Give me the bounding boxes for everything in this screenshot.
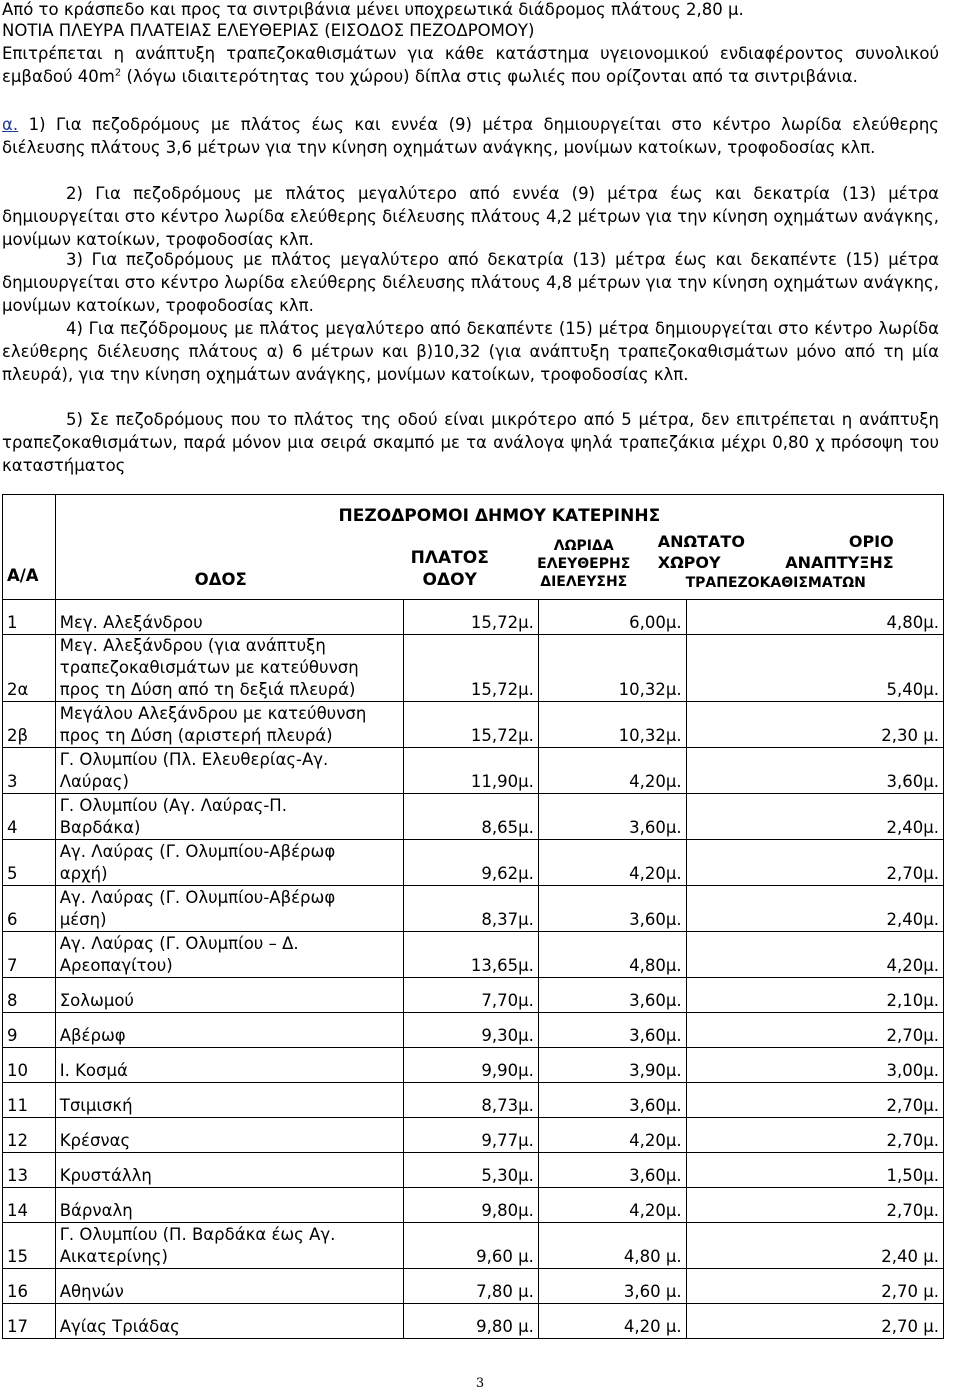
cell-width: 15,72μ. (403, 635, 538, 702)
cell-max: 2,40 μ. (686, 1223, 943, 1269)
road-line: τραπεζοκαθισμάτων με κατεύθυνση (59, 658, 359, 677)
cell-max: 5,40μ. (686, 635, 943, 702)
cell-aa: 14 (3, 1188, 56, 1223)
paragraph-rule-4: 4) Για πεζόδρομους με πλάτος μεγαλύτερο από δεκαπέντε (15) μέτρα δημιουργείται στο κέντρο λωρίδα ελεύθερης διέλευσης πλάτους α) 6 μέτρων και β)10,32 (για ανάπτυξη τραπεζοκαθισμάτων μόνο από τη μία πλευρά), για την κίνηση οχημάτων ανάγκης, μονίμων κατοίκων, τροφοδοσίας κλπ. (2, 319, 939, 385)
table-body (3, 600, 944, 1339)
cell-width: 8,73μ. (403, 1083, 538, 1118)
road-line: Βαρδάκα) (59, 818, 141, 837)
cell-road (55, 600, 403, 635)
road-line: Αγ. Λαύρας (Γ. Ολυμπίου-Αβέρωφ (59, 888, 336, 907)
cell-width: 13,65μ. (403, 932, 538, 978)
road-line: Γ. Ολυμπίου (Πλ. Ελευθερίας-Αγ. (59, 750, 329, 769)
table-row (3, 1118, 944, 1153)
cell-aa: 2α (3, 635, 56, 702)
cell-width: 9,80μ. (403, 1188, 538, 1223)
header-line: ΕΛΕΥΘΕΡΗΣ (537, 556, 631, 572)
cell-lane: 4,20μ. (538, 840, 686, 886)
cell-width: 9,90μ. (403, 1048, 538, 1083)
header-word: ΟΡΙΟ (848, 532, 894, 551)
road-line: Λαύρας) (59, 772, 129, 791)
cell-max: 2,70 μ. (686, 1304, 943, 1339)
page-number: 3 (475, 1376, 485, 1391)
table-header-group (55, 495, 943, 600)
road-line: Αρεοπαγίτου) (59, 956, 173, 975)
column-header-road: ΟΔΟΣ (194, 570, 247, 589)
paragraph-rule-2: 2) Για πεζοδρόμους με πλάτος μεγαλύτερο από εννέα (9) μέτρα έως και δεκατρία (13) μέτρα δημιουργείται στο κέντρο λωρίδα ελεύθερης διέλευσης πλάτους 4,2 μέτρων για την κίνηση οχημάτων ανάγκης, μονίμων κατοίκων, τροφοδοσίας κλπ. (2, 184, 939, 250)
header-line: ΛΩΡΙΔΑ (553, 538, 614, 554)
table-row (3, 702, 944, 748)
cell-road (55, 1269, 403, 1304)
table-row (3, 1083, 944, 1118)
cell-width: 9,80 μ. (403, 1304, 538, 1339)
table-title: ΠΕΖΟΔΡΟΜΟΙ ΔΗΜΟΥ ΚΑΤΕΡΙΝΗΣ (338, 506, 661, 526)
cell-aa: 2β (3, 702, 56, 748)
cell-width: 15,72μ. (403, 600, 538, 635)
paragraph-rule-1 (2, 113, 939, 159)
table-row (3, 794, 944, 840)
road-line: Αβέρωφ (59, 1026, 126, 1045)
superscript: 2 (114, 67, 122, 79)
table-row (3, 1048, 944, 1083)
road-line: μέση) (59, 910, 107, 929)
cell-aa: 15 (3, 1223, 56, 1269)
table-row (3, 1223, 944, 1269)
cell-lane: 4,20μ. (538, 748, 686, 794)
cell-lane: 3,60μ. (538, 1013, 686, 1048)
cell-aa: 13 (3, 1153, 56, 1188)
cell-width: 8,65μ. (403, 794, 538, 840)
table-header-row (3, 495, 944, 600)
header-line (658, 531, 894, 552)
cell-aa: 11 (3, 1083, 56, 1118)
road-line: Αγίας Τριάδας (59, 1317, 180, 1336)
cell-lane: 3,60μ. (538, 886, 686, 932)
column-header-aa: Α/Α (3, 495, 56, 600)
table-row (3, 932, 944, 978)
road-line: Βάρναλη (59, 1201, 133, 1220)
header-line (658, 552, 894, 573)
cell-lane: 3,60μ. (538, 794, 686, 840)
cell-aa: 12 (3, 1118, 56, 1153)
cell-road (55, 794, 403, 840)
cell-width: 9,30μ. (403, 1013, 538, 1048)
header-line: ΔΙΕΛΕΥΣΗΣ (540, 574, 628, 590)
cell-road (55, 1188, 403, 1223)
pedestrian-streets-table (2, 494, 944, 1339)
road-line: Κρέσνας (59, 1131, 131, 1150)
road-line: Αγ. Λαύρας (Γ. Ολυμπίου – Δ. (59, 934, 299, 953)
road-line: προς τη Δύση από τη δεξιά πλευρά) (59, 680, 356, 699)
cell-max: 2,40μ. (686, 886, 943, 932)
road-line: Γ. Ολυμπίου (Π. Βαρδάκα έως Αγ. (59, 1225, 336, 1244)
cell-lane: 4,80μ. (538, 932, 686, 978)
road-line: Κρυστάλλη (59, 1166, 152, 1185)
table-row (3, 978, 944, 1013)
intro-line: Από το κράσπεδο και προς τα σιντριβάνια μένει υποχρεωτικά διάδρομος πλάτους 2,80 μ. (2, 0, 744, 19)
table-row (3, 886, 944, 932)
column-header-max (654, 531, 898, 602)
road-line: Αικατερίνης) (59, 1247, 168, 1266)
table-row (3, 1153, 944, 1188)
cell-max: 3,00μ. (686, 1048, 943, 1083)
header-word: ΑΝΑΠΤΥΞΗΣ (785, 553, 894, 572)
cell-road (55, 1013, 403, 1048)
paragraph-rule-3: 3) Για πεζοδρόμους με πλάτος μεγαλύτερο από δεκατρία (13) μέτρα έως και δεκαπέντε (15) μέτρα δημιουργείται στο κέντρο λωρίδα ελεύθερης διέλευσης πλάτους 4,8 μέτρων για την κίνηση οχημάτων ανάγκης, μονίμων κατοίκων, τροφοδοσίας κλπ. (2, 250, 939, 316)
cell-lane: 3,90μ. (538, 1048, 686, 1083)
cell-width: 5,30μ. (403, 1153, 538, 1188)
cell-max: 1,50μ. (686, 1153, 943, 1188)
paragraph-text: (λόγω ιδιαιτερότητας του χώρου) δίπλα στις φωλιές που ορίζονται από τα σιντριβάνια. (121, 67, 858, 87)
cell-width: 9,62μ. (403, 840, 538, 886)
paragraph-south-side (2, 42, 939, 88)
table-row (3, 1188, 944, 1223)
cell-lane: 3,60μ. (538, 978, 686, 1013)
cell-road (55, 978, 403, 1013)
cell-road (55, 748, 403, 794)
cell-lane: 3,60μ. (538, 1083, 686, 1118)
cell-max: 3,60μ. (686, 748, 943, 794)
cell-width: 8,37μ. (403, 886, 538, 932)
header-line: ΟΔΟΥ (422, 570, 477, 590)
cell-max: 2,70 μ. (686, 1269, 943, 1304)
table-row (3, 1269, 944, 1304)
road-line: Μεγ. Αλεξάνδρου (για ανάπτυξη (59, 636, 326, 655)
header-word: ΑΝΩΤΑΤΟ (657, 532, 745, 551)
cell-aa: 8 (3, 978, 56, 1013)
cell-road (55, 840, 403, 886)
road-line: Τσιμισκή (59, 1096, 133, 1115)
cell-aa: 3 (3, 748, 56, 794)
cell-road (55, 1223, 403, 1269)
cell-road (55, 1118, 403, 1153)
road-line: Σολωμού (59, 991, 134, 1010)
cell-road (55, 635, 403, 702)
cell-road (55, 932, 403, 978)
cell-width: 9,60 μ. (403, 1223, 538, 1269)
cell-width: 7,80 μ. (403, 1269, 538, 1304)
cell-lane: 10,32μ. (538, 702, 686, 748)
cell-road (55, 1083, 403, 1118)
cell-aa: 16 (3, 1269, 56, 1304)
cell-lane: 6,00μ. (538, 600, 686, 635)
cell-width: 11,90μ. (403, 748, 538, 794)
cell-lane: 4,20μ. (538, 1118, 686, 1153)
table-row (3, 840, 944, 886)
cell-lane: 4,20 μ. (538, 1304, 686, 1339)
road-line: Γ. Ολυμπίου (Αγ. Λαύρας-Π. (59, 796, 287, 815)
paragraph-text: Επιτρέπεται η ανάπτυξη τραπεζοκαθισμάτων για κάθε κατάστημα υγειονομικού ενδιαφέροντος συνολικού εμβαδού 40m (2, 44, 939, 87)
paragraph-rule-5: 5) Σε πεζοδρόμους που το πλάτος της οδού είναι μικρότερο από 5 μέτρα, δεν επιτρέπεται η ανάπτυξη τραπεζοκαθισμάτων, παρά μόνον μια σειρά σκαμπό με τα ανάλογα ψηλά τραπεζάκια μέχρι 0,80 χ πρόσοψη του καταστήματος (2, 410, 939, 476)
cell-aa: 10 (3, 1048, 56, 1083)
cell-aa: 4 (3, 794, 56, 840)
cell-lane: 10,32μ. (538, 635, 686, 702)
cell-aa: 5 (3, 840, 56, 886)
item-label-link[interactable]: α. (2, 115, 19, 134)
road-line: αρχή) (59, 864, 108, 883)
cell-max: 2,10μ. (686, 978, 943, 1013)
table-row (3, 748, 944, 794)
cell-road (55, 702, 403, 748)
cell-aa: 6 (3, 886, 56, 932)
road-line: προς τη Δύση (αριστερή πλευρά) (59, 726, 333, 745)
column-header-lane (514, 537, 654, 599)
cell-lane: 3,60μ. (538, 1153, 686, 1188)
cell-lane: 4,20μ. (538, 1188, 686, 1223)
cell-aa: 9 (3, 1013, 56, 1048)
header-columns (56, 527, 943, 599)
cell-max: 2,30 μ. (686, 702, 943, 748)
table-row (3, 1304, 944, 1339)
cell-max: 2,40μ. (686, 794, 943, 840)
column-header-width (386, 547, 514, 599)
paragraph-text: 1) Για πεζοδρόμους με πλάτος έως και εννέα (9) μέτρα δημιουργείται στο κέντρο λωρίδα ελεύθερης διέλευσης πλάτους 3,6 μέτρων για την κίνηση οχημάτων ανάγκης, μονίμων κατοίκων, τροφοδοσίας κλπ. (2, 115, 939, 158)
cell-road (55, 1048, 403, 1083)
cell-aa: 17 (3, 1304, 56, 1339)
cell-max: 2,70μ. (686, 1188, 943, 1223)
cell-width: 9,77μ. (403, 1118, 538, 1153)
table-row (3, 635, 944, 702)
cell-max: 4,80μ. (686, 600, 943, 635)
cell-max: 4,20μ. (686, 932, 943, 978)
header-line: ΠΛΑΤΟΣ (410, 548, 489, 568)
cell-road (55, 886, 403, 932)
cell-road (55, 1153, 403, 1188)
cell-lane: 3,60 μ. (538, 1269, 686, 1304)
table-row (3, 600, 944, 635)
header-word: ΧΩΡΟΥ (657, 553, 721, 572)
cell-lane: 4,80 μ. (538, 1223, 686, 1269)
cell-width: 7,70μ. (403, 978, 538, 1013)
cell-max: 2,70μ. (686, 840, 943, 886)
road-line: Αθηνών (59, 1282, 124, 1301)
cell-road (55, 1304, 403, 1339)
cell-aa: 1 (3, 600, 56, 635)
road-line: Ι. Κοσμά (59, 1061, 128, 1080)
section-heading: ΝΟΤΙΑ ΠΛΕΥΡΑ ΠΛΑΤΕΙΑΣ ΕΛΕΥΘΕΡΙΑΣ (ΕΙΣΟΔΟΣ ΠΕΖΟΔΡΟΜΟΥ) (2, 21, 535, 40)
road-line: Αγ. Λαύρας (Γ. Ολυμπίου-Αβέρωφ (59, 842, 336, 861)
cell-width: 15,72μ. (403, 702, 538, 748)
cell-aa: 7 (3, 932, 56, 978)
cell-max: 2,70μ. (686, 1083, 943, 1118)
road-line: Μεγ. Αλεξάνδρου (59, 613, 203, 632)
cell-max: 2,70μ. (686, 1118, 943, 1153)
road-line: Μεγάλου Αλεξάνδρου με κατεύθυνση (59, 704, 367, 723)
table-row (3, 1013, 944, 1048)
header-line: ΤΡΑΠΕΖΟΚΑΘΙΣΜΑΤΩΝ (685, 575, 866, 591)
cell-max: 2,70μ. (686, 1013, 943, 1048)
